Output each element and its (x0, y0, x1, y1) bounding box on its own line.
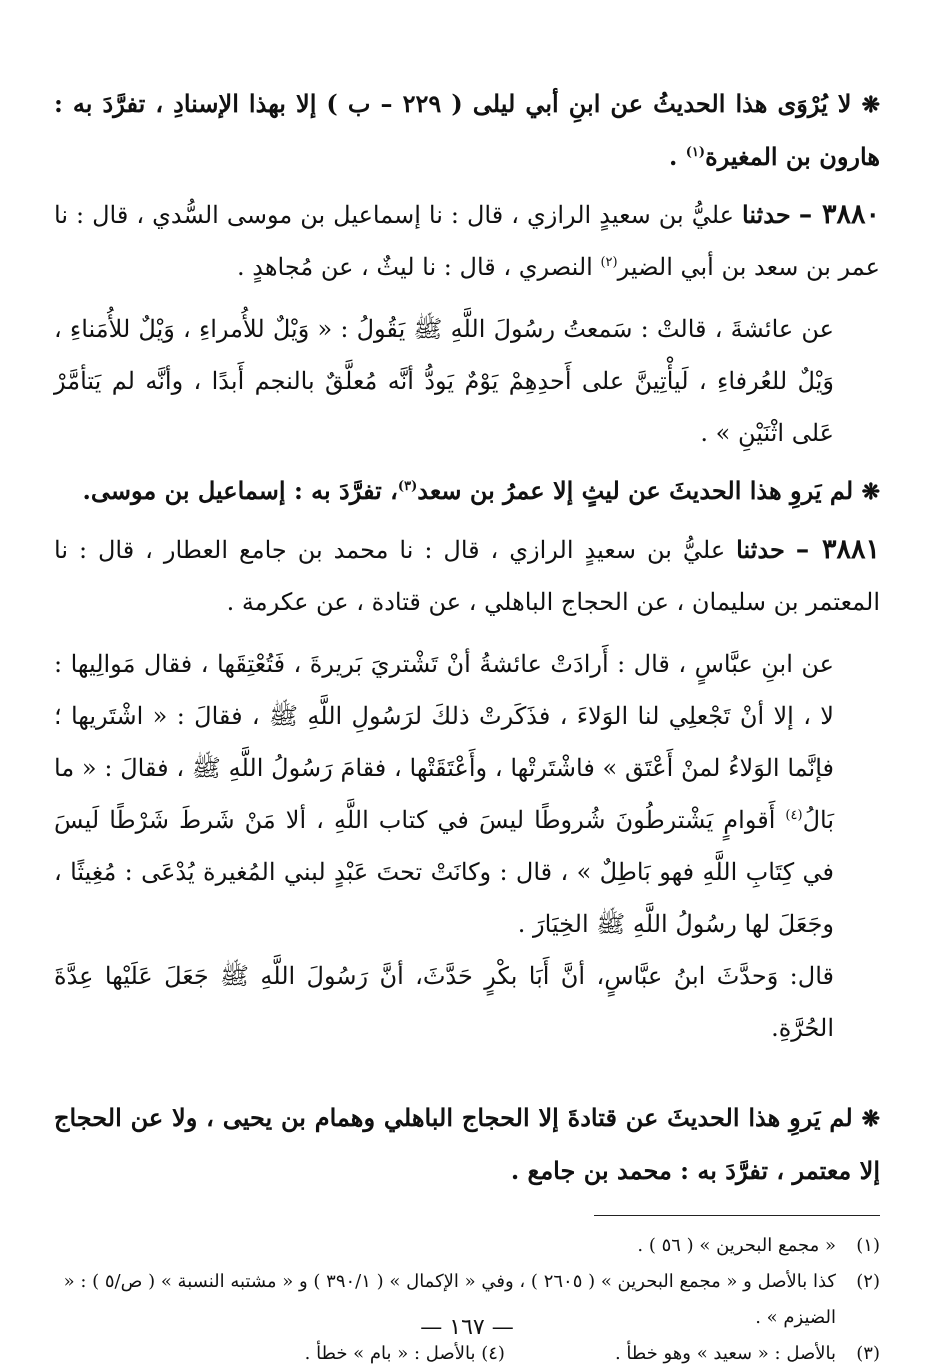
isnad-text: عليُّ بن سعيدٍ الرازي ، قال : نا محمد بن جامع العطار ، قال : نا المعتمر بن سليمان ، عن الحجاج الباهلي ، عن قتادة ، عن عكرمة . (54, 536, 880, 616)
note-text: لم يَروِ هذا الحديثَ عن قتادةَ إلا الحجاج الباهلي وهمام بن يحيى ، ولا عن الحجاج إلا معتمر ، تفرَّدَ به : محمد بن جامع . (54, 1103, 880, 1185)
page-number: — ١٦٧ — (420, 1315, 514, 1340)
footnote-3 (615, 1336, 880, 1372)
note-end: . (669, 142, 678, 171)
hadith-3880-isnad (54, 189, 880, 293)
hadith-number: ٣٨٨٠ – (798, 199, 880, 230)
isnad-text: النصري ، قال : نا ليثٌ ، عن مُجاهدٍ . (237, 253, 593, 281)
footnote-ref[interactable]: (١) (685, 145, 706, 160)
footnote-ref[interactable]: (٢) (600, 255, 618, 270)
isnad-text: عليُّ بن سعيدٍ الرازي ، قال : نا إسماعيل بن موسى السُّدي ، قال : نا عمر بن سعد بن أبي الضير (54, 201, 880, 281)
footnote-ref[interactable]: (٤) (785, 808, 803, 823)
separator-line (594, 1215, 880, 1216)
footnote-ref[interactable]: (٣) (397, 479, 418, 494)
note-text: ، تفرَّدَ به : إسماعيل بن موسى. (82, 476, 398, 505)
footnote-row (54, 1336, 880, 1372)
footnote-text: بالأصل : « بام » خطأ . (304, 1343, 476, 1364)
addendum-text: قال: وَحدَّثَ ابنُ عبَّاسٍ، أنَّ أَبَا بكْرٍ حَدَّثَ، أنَّ رَسُولَ اللَّهِ ﷺ جَعَلَ عَلَيْها عِدَّةَ الحُرَّةِ. (54, 962, 834, 1042)
hadith-3881-matn (54, 638, 880, 950)
footnote-separator (54, 1215, 880, 1216)
footnote-number: (٤) (481, 1343, 505, 1364)
footnote-text: بالأصل : « سعيد » وهو خطأ . (614, 1343, 836, 1364)
footnotes (54, 1228, 880, 1372)
asterism-icon: ❋ (861, 1106, 880, 1132)
hadith-3881-isnad (54, 524, 880, 628)
matn-text: أَقوامٍ يَشْترطُونَ شُروطًا ليسَ في كتاب اللَّهِ ، ألا مَنْ شَرطَ شَرْطًا لَيسَ في كِتَابِ اللَّهِ فهو بَاطِلٌ » ، قال : وكانَتْ تحتَ عَبْدٍ لبني المُغيرة يُدْعَى : مُغِيثًا ، وجَعَلَ لها رسُولُ اللَّهِ ﷺ الخِيَارَ . (54, 806, 834, 938)
hadith-3881-addendum (54, 950, 880, 1054)
note-paragraph-2 (54, 465, 880, 518)
hadith-number: ٣٨٨١ – (795, 534, 881, 565)
footnote-4 (305, 1336, 505, 1372)
footnote-number: (٢) (856, 1271, 880, 1292)
matn-text: عن عائشةَ ، قالتْ : سَمعتُ رسُولَ اللَّهِ ﷺ يَقُولُ : « وَيْلٌ للأُمراءِ ، وَيْلٌ للأُمَناءِ ، وَيْلٌ للعُرفاءِ ، لَيأْتِينَّ على أَحدِهِمْ يَوْمٌ يَودُّ أنَّه مُعلَّقٌ بالنجم أَبدًا ، وأنَّه لم يَتأمَّرْ عَلى اثْنَيْنِ » . (54, 315, 834, 447)
hadith-3880-matn (54, 303, 880, 459)
matn-text: عن ابنِ عبَّاسٍ ، قال : أَرادَتْ عائشةُ أنْ تَشْتريَ بَريرةَ ، فَتُعْتِقَها ، فقال مَوالِيها : لا ، إلا أنْ تَجْعلِي لنا الوَلاءَ ، فذَكَرتْ ذلكَ لرَسُولِ اللَّهِ ﷺ ، فقالَ : « اشْتَريها ؛ فإنَّما الوَلاءُ لمنْ أَعْتَق » فاشْتَرتْها ، وأَعْتَقَتْها ، فقامَ رَسُولُ اللَّهِ ﷺ ، فقالَ : « ما بَالُ (54, 650, 834, 834)
note-text: لم يَروِ هذا الحديثَ عن ليثٍ إلا عمرُ بن سعد (417, 476, 854, 505)
asterism-icon: ❋ (861, 479, 880, 505)
hadith-lead: حدثنا (742, 200, 791, 229)
asterism-icon: ❋ (861, 92, 881, 118)
footnote-number: (١) (856, 1235, 880, 1256)
footnote-text: « مجمع البحرين » ( ٥٦ ) . (637, 1235, 836, 1256)
footnote-text: كذا بالأصل و « مجمع البحرين » ( ٢٦٠٥ ) ، وفي « الإكمال » ( ٣٩٠/١ ) و « مشتبه النسبة » ( ص/٥ ) : « الضيزم » . (63, 1271, 836, 1328)
note-text: لا يُرْوَى هذا الحديثُ عن ابنِ أبي ليلى ( ٢٢٩ – ب ) إلا بهذا الإسنادِ ، تفرَّدَ به : هارون بن المغيرة (54, 89, 880, 171)
note-paragraph-3 (54, 1092, 880, 1197)
note-paragraph-1 (54, 78, 880, 183)
footnote-1 (54, 1228, 880, 1264)
footnote-number: (٣) (856, 1343, 880, 1364)
hadith-lead: حدثنا (736, 535, 785, 564)
